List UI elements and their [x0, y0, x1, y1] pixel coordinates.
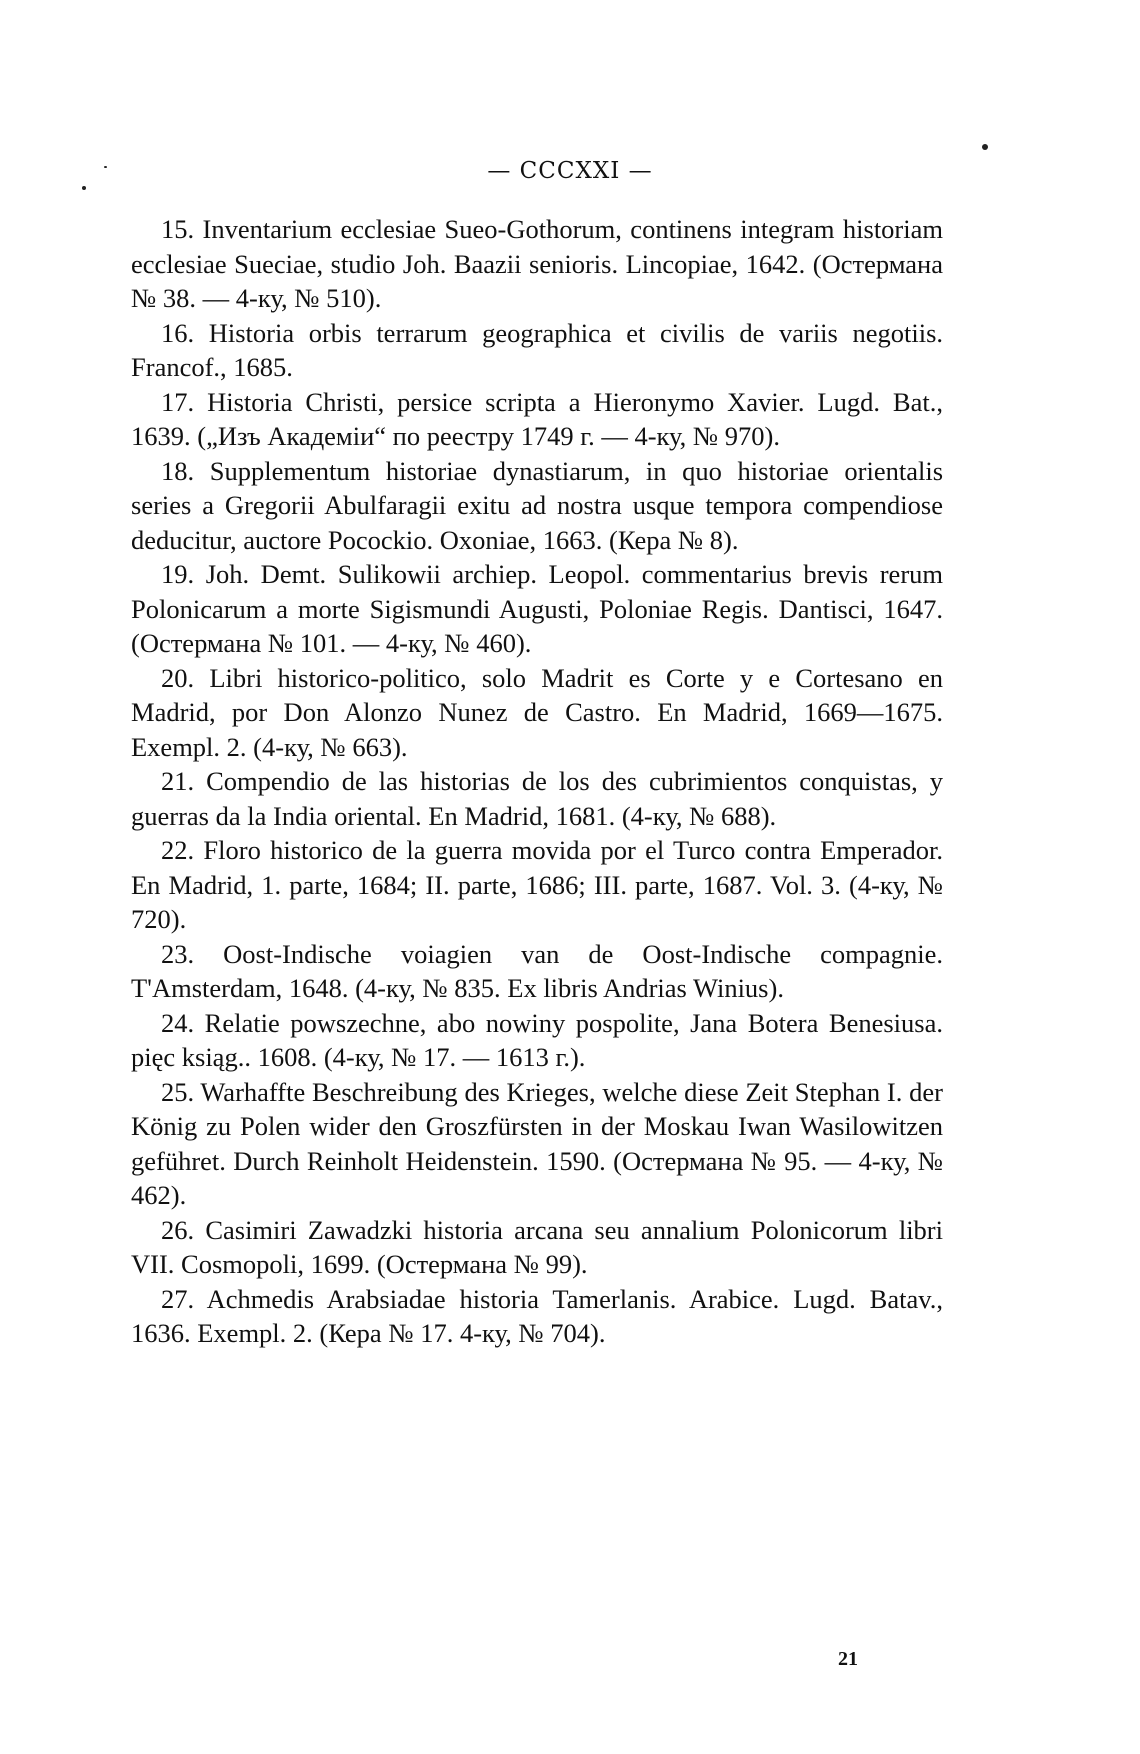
catalog-entry	[131, 385, 943, 454]
catalog-entry	[131, 764, 943, 833]
entry-number: 18.	[161, 455, 195, 486]
signature-mark: 21	[838, 1648, 858, 1670]
catalog-entry	[131, 454, 943, 558]
catalog-entry	[131, 316, 943, 385]
entry-text: Libri historico-politico, solo Madrit es Corte y e Cortesano en Madrid, por Don Alonzo Nunez de Castro. En Madrid, 1669—1675. Exempl. 2. (4-ку, № 663).	[131, 662, 944, 762]
entry-text: Floro historico de la guerra movida por el Turco contra Emperador. En Madrid, 1. parte, 1684; II. parte, 1686; III. parte, 1687. Vol. 3. (4-ку, № 720).	[131, 835, 944, 934]
entry-text: Historia orbis terrarum geographica et civilis de variis negotiis. Francof., 1685.	[131, 317, 944, 382]
entry-number: 27.	[161, 1283, 195, 1314]
catalog-entry	[131, 1282, 943, 1351]
entry-text: Inventarium ecclesiae Sueo-Gothorum, continens integram historiam ecclesiae Sueciae, studio Joh. Baazii senioris. Lincopiae, 1642. (Остермана № 38. — 4-ку, № 510).	[131, 214, 943, 313]
entry-number: 22.	[161, 835, 195, 865]
entry-number: 23.	[161, 938, 195, 969]
catalog-entry	[131, 1213, 943, 1282]
entry-number: 15.	[161, 214, 195, 244]
ink-speck	[982, 144, 988, 150]
catalog-entries	[131, 212, 943, 1351]
catalog-entry	[131, 661, 943, 765]
ink-speck	[82, 186, 86, 190]
catalog-entry	[131, 212, 943, 316]
catalog-entry	[131, 1006, 943, 1075]
entry-number: 26.	[161, 1214, 195, 1245]
entry-number: 21.	[161, 766, 195, 796]
entry-number: 20.	[161, 662, 195, 693]
entry-text: Joh. Demt. Sulikowii archiep. Leopol. commentarius brevis rerum Polonicarum a morte Sigismundi Augusti, Poloniae Regis. Dantisci, 1647. (Остермана № 101. — 4-ку, № 460).	[131, 559, 944, 658]
entry-number: 25.	[161, 1076, 195, 1107]
entry-number: 19.	[161, 559, 195, 589]
catalog-entry	[131, 937, 943, 1006]
entry-text: Compendio de las historias de los des cubrimientos conquistas, y guerras da la India oriental. En Madrid, 1681. (4-ку, № 688).	[131, 766, 943, 831]
entry-text: Achmedis Arabsiadae historia Tamerlanis. Arabice. Lugd. Batav., 1636. Exempl. 2. (Кера № 17. 4-ку, № 704).	[131, 1283, 943, 1348]
entry-text: Casimiri Zawadzki historia arcana seu annalium Polonicorum libri VII. Cosmopoli, 1699. (Остермана № 99).	[131, 1214, 943, 1279]
entry-number: 17.	[161, 386, 195, 417]
entry-text: Oost-Indische voiagien van de Oost-Indische compagnie. T'Amsterdam, 1648. (4-ку, № 835. Ex libris Andrias Winius).	[131, 938, 944, 1003]
page-number-header: — CCCXXI —	[487, 158, 653, 184]
catalog-entry	[131, 557, 943, 661]
entry-number: 16.	[161, 317, 195, 348]
catalog-entry	[131, 833, 943, 937]
entry-text: Relatie powszechne, abo nowiny pospolite, Jana Botera Benesiusa. pięc ksiąg.. 1608. (4-ку, № 17. — 1613 г.).	[131, 1007, 943, 1072]
entry-number: 24.	[161, 1007, 195, 1038]
entry-text: Supplementum historiae dynastiarum, in quo historiae orientalis series a Gregorii Abulfaragii exitu ad nostra usque tempora compendiose deducitur, auctore Pocockio. Oxoniae, 1663. (Кера № 8).	[131, 455, 944, 555]
entry-text: Warhaffte Beschreibung des Krieges, welche diese Zeit Stephan I. der König zu Polen wider den Groszfürsten in der Moskau Iwan Wasilowitzen geführet. Durch Reinholt Heidenstein. 1590. (Остермана № 95. — 4-ку, № 462).	[131, 1076, 943, 1210]
entry-text: Historia Christi, persice scripta a Hieronymo Xavier. Lugd. Bat., 1639. („Изъ Академіи“ по реестру 1749 г. — 4-ку, № 970).	[131, 386, 943, 451]
catalog-entry	[131, 1075, 943, 1213]
